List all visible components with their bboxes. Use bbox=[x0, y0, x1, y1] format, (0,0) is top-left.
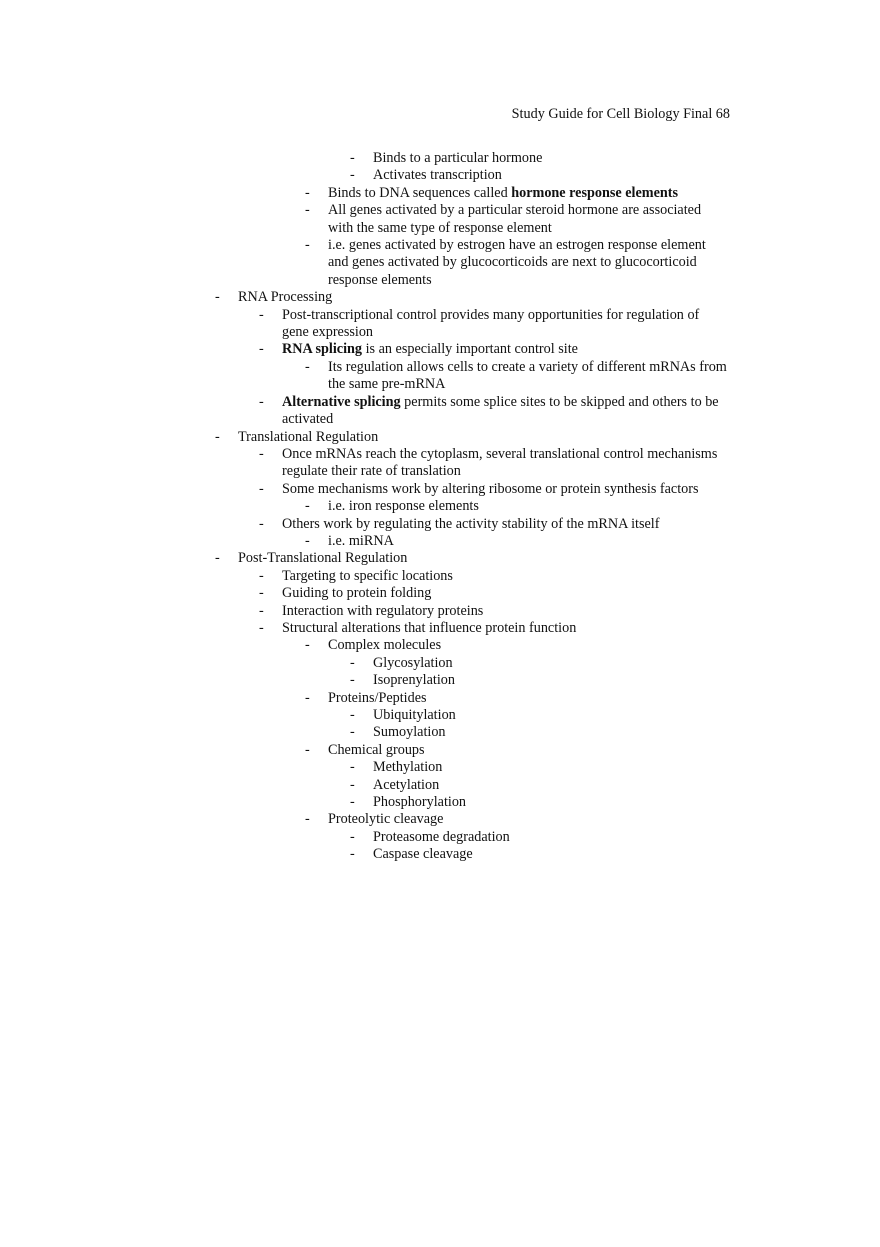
text-run: Structural alterations that influence protein function bbox=[282, 619, 577, 636]
text-run: Post-Translational Regulation bbox=[238, 550, 408, 567]
outline-item-level-2 bbox=[0, 237, 880, 289]
outline-item-text bbox=[373, 794, 728, 811]
bullet-dash: - bbox=[350, 828, 355, 845]
outline-item-text bbox=[373, 777, 728, 794]
text-run: Binds to DNA sequences called bbox=[328, 184, 512, 201]
outline-item-text bbox=[282, 446, 728, 481]
outline-item-text bbox=[238, 550, 728, 567]
outline-item-level-2 bbox=[0, 185, 880, 202]
bullet-dash: - bbox=[259, 341, 264, 358]
outline-item-text bbox=[238, 289, 728, 306]
outline-item-text bbox=[282, 481, 728, 498]
outline-item-level-1 bbox=[0, 446, 880, 481]
outline-item-level-3 bbox=[0, 167, 880, 184]
outline-item-level-1 bbox=[0, 307, 880, 342]
bullet-dash: - bbox=[305, 637, 310, 654]
text-run: RNA Processing bbox=[238, 289, 333, 306]
outline-item-level-3 bbox=[0, 759, 880, 776]
text-run: Once mRNAs reach the cytoplasm, several translational control mechanisms regulate their rate of translation bbox=[282, 445, 718, 480]
outline-item-text bbox=[282, 394, 728, 429]
bullet-dash: - bbox=[305, 741, 310, 758]
outline-item-level-1 bbox=[0, 341, 880, 358]
text-run: i.e. miRNA bbox=[328, 532, 394, 549]
outline-item-text bbox=[238, 429, 728, 446]
bullet-dash: - bbox=[259, 445, 264, 462]
bullet-dash: - bbox=[350, 707, 355, 723]
bullet-dash: - bbox=[305, 532, 310, 549]
text-run: Methylation bbox=[373, 759, 443, 776]
bullet-dash: - bbox=[215, 289, 220, 306]
bullet-dash: - bbox=[259, 602, 264, 619]
text-run: Guiding to protein folding bbox=[282, 585, 432, 602]
text-run: Ubiquitylation bbox=[373, 707, 456, 723]
text-run: Glycosylation bbox=[373, 654, 453, 671]
text-run: i.e. genes activated by estrogen have an estrogen response element and genes activated by glucocorticoids are next to glucocorticoid response elements bbox=[328, 237, 706, 288]
outline-item-level-1 bbox=[0, 585, 880, 602]
bullet-dash: - bbox=[350, 167, 355, 184]
bullet-dash: - bbox=[305, 184, 310, 201]
bullet-dash: - bbox=[350, 846, 355, 863]
text-run: Acetylation bbox=[373, 776, 440, 793]
text-run: Phosphorylation bbox=[373, 794, 467, 811]
outline-item-text bbox=[328, 185, 728, 202]
text-run: Sumoylation bbox=[373, 724, 446, 741]
outline-item-text bbox=[328, 533, 728, 550]
outline-item-level-2 bbox=[0, 202, 880, 237]
text-run: Post-transcriptional control provides many opportunities for regulation of gene expression bbox=[282, 306, 700, 341]
bullet-dash: - bbox=[305, 237, 310, 254]
outline-item-text bbox=[373, 150, 728, 167]
bullet-dash: - bbox=[259, 585, 264, 602]
text-run: is an especially important control site bbox=[362, 341, 578, 358]
outline-item-text bbox=[282, 516, 728, 533]
outline-item-text bbox=[282, 603, 728, 620]
text-run: Isoprenylation bbox=[373, 672, 455, 689]
bullet-dash: - bbox=[259, 306, 264, 323]
bullet-dash: - bbox=[259, 567, 264, 584]
outline-item-level-1 bbox=[0, 394, 880, 429]
text-run: permits some splice sites to be skipped and others to be activated bbox=[282, 393, 719, 428]
text-run: Binds to a particular hormone bbox=[373, 150, 543, 166]
outline-item-text bbox=[373, 846, 728, 863]
outline-item-level-2 bbox=[0, 533, 880, 550]
outline-item-text bbox=[328, 202, 728, 237]
outline-item-level-1 bbox=[0, 516, 880, 533]
outline-item-level-2 bbox=[0, 811, 880, 828]
bullet-dash: - bbox=[305, 498, 310, 515]
outline-item-text bbox=[373, 724, 728, 741]
bullet-dash: - bbox=[350, 654, 355, 671]
outline-item-text bbox=[373, 167, 728, 184]
outline-item-level-3 bbox=[0, 655, 880, 672]
bullet-dash: - bbox=[259, 393, 264, 410]
outline-item-text bbox=[373, 759, 728, 776]
outline-item-text bbox=[282, 341, 728, 358]
text-run: Its regulation allows cells to create a variety of different mRNAs from the same pre-mRNA bbox=[328, 358, 727, 393]
text-run: Proteasome degradation bbox=[373, 828, 510, 845]
outline-item-text bbox=[328, 637, 728, 654]
bold-term: Alternative splicing bbox=[282, 393, 401, 410]
text-run: Targeting to specific locations bbox=[282, 567, 453, 584]
outline-item-text bbox=[328, 811, 728, 828]
bullet-dash: - bbox=[350, 672, 355, 689]
outline-item-level-2 bbox=[0, 359, 880, 394]
outline-item-text bbox=[373, 672, 728, 689]
text-run: Chemical groups bbox=[328, 741, 425, 758]
outline-item-text bbox=[328, 690, 728, 707]
outline-item-level-1 bbox=[0, 603, 880, 620]
text-run: i.e. iron response elements bbox=[328, 498, 479, 515]
outline-item-text bbox=[282, 307, 728, 342]
text-run: Interaction with regulatory proteins bbox=[282, 602, 484, 619]
bullet-dash: - bbox=[259, 480, 264, 497]
outline-item-text bbox=[328, 359, 728, 394]
outline-item-text bbox=[282, 620, 728, 637]
text-run: Complex molecules bbox=[328, 637, 442, 654]
outline-item-level-2 bbox=[0, 637, 880, 654]
outline-item-text bbox=[328, 742, 728, 759]
outline-item-level-3 bbox=[0, 829, 880, 846]
outline-item-text bbox=[282, 585, 728, 602]
bullet-dash: - bbox=[259, 619, 264, 636]
text-run: Caspase cleavage bbox=[373, 846, 473, 863]
outline-item-level-3 bbox=[0, 846, 880, 863]
outline-item-level-3 bbox=[0, 794, 880, 811]
bullet-dash: - bbox=[350, 724, 355, 741]
bullet-dash: - bbox=[259, 515, 264, 532]
bullet-dash: - bbox=[350, 794, 355, 811]
outline-item-level-0 bbox=[0, 289, 880, 306]
text-run: Activates transcription bbox=[373, 167, 502, 184]
outline-item-level-2 bbox=[0, 690, 880, 707]
bullet-dash: - bbox=[305, 811, 310, 828]
bold-term: hormone response elements bbox=[511, 184, 679, 201]
text-run: All genes activated by a particular steroid hormone are associated with the same type of response element bbox=[328, 202, 702, 236]
text-run: Proteolytic cleavage bbox=[328, 811, 444, 828]
bullet-dash: - bbox=[350, 759, 355, 776]
outline-item-text bbox=[373, 707, 728, 724]
outline-item-level-0 bbox=[0, 429, 880, 446]
outline-item-text bbox=[328, 237, 728, 289]
outline-item-text bbox=[373, 829, 728, 846]
outline-item-text bbox=[328, 498, 728, 515]
bullet-dash: - bbox=[350, 776, 355, 793]
outline-item-level-1 bbox=[0, 568, 880, 585]
bullet-dash: - bbox=[305, 358, 310, 375]
bullet-dash: - bbox=[350, 150, 355, 166]
page-header: Study Guide for Cell Biology Final 68 bbox=[511, 106, 730, 122]
outline-list bbox=[0, 150, 880, 864]
bullet-dash: - bbox=[215, 550, 220, 567]
text-run: Others work by regulating the activity stability of the mRNA itself bbox=[282, 515, 660, 532]
outline-item-text bbox=[282, 568, 728, 585]
outline-item-text bbox=[373, 655, 728, 672]
outline-item-level-3 bbox=[0, 707, 880, 724]
text-run: Some mechanisms work by altering ribosome or protein synthesis factors bbox=[282, 480, 699, 497]
outline-item-level-2 bbox=[0, 498, 880, 515]
text-run: Proteins/Peptides bbox=[328, 689, 427, 706]
outline-item-level-2 bbox=[0, 742, 880, 759]
outline-item-level-3 bbox=[0, 150, 880, 167]
outline-item-level-3 bbox=[0, 672, 880, 689]
bullet-dash: - bbox=[215, 428, 220, 445]
outline-item-level-0 bbox=[0, 550, 880, 567]
bullet-dash: - bbox=[305, 202, 310, 219]
outline-item-level-1 bbox=[0, 620, 880, 637]
bullet-dash: - bbox=[305, 689, 310, 706]
bold-term: RNA splicing bbox=[282, 341, 363, 358]
outline-item-level-1 bbox=[0, 481, 880, 498]
text-run: Translational Regulation bbox=[238, 428, 379, 445]
outline-item-level-3 bbox=[0, 777, 880, 794]
outline-item-level-3 bbox=[0, 724, 880, 741]
